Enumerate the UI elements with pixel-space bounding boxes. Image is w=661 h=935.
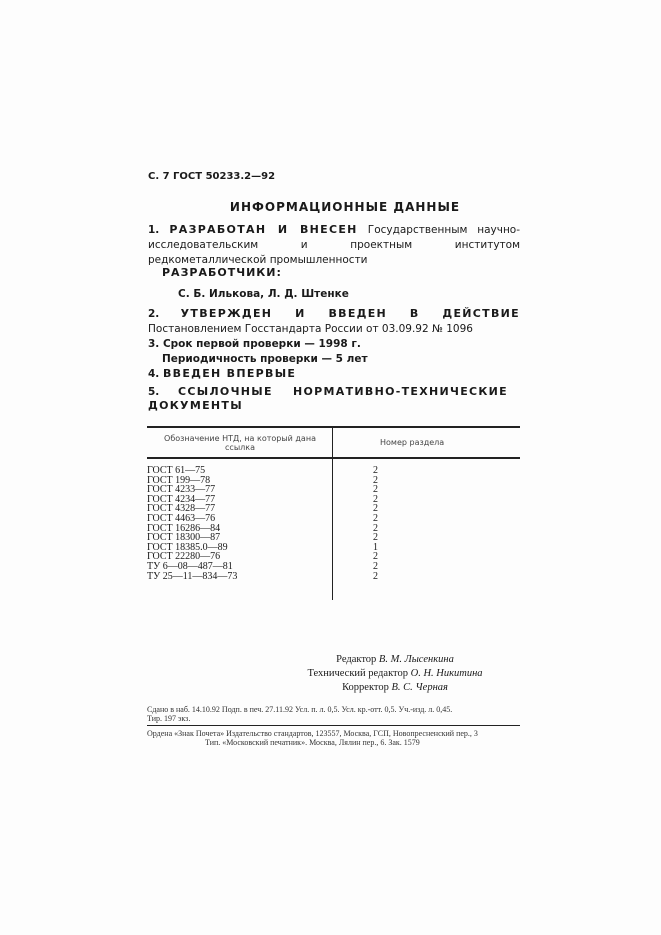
section-number: 2 <box>373 484 378 496</box>
item-heading: РАЗРАБОТАН И ВНЕСЕН <box>169 223 358 236</box>
developers-label: РАЗРАБОТЧИКИ: <box>162 266 282 279</box>
section-number: 2 <box>373 474 378 486</box>
item-5 <box>148 385 508 413</box>
document-code: ГОСТ 4234—77 <box>147 493 216 505</box>
page-header: С. 7 ГОСТ 50233.2—92 <box>148 171 276 182</box>
tech-editor-line <box>0 668 661 679</box>
item-text: Периодичность проверки — 5 лет <box>162 353 368 365</box>
table-row <box>147 572 387 582</box>
imprint-line: Тип. «Московский печатник». Москва, Лялин пер., 6. Зак. 1579 <box>205 738 420 747</box>
item-heading: ВВЕДЕН ВПЕРВЫЕ <box>162 367 297 380</box>
section-number: 2 <box>373 465 378 476</box>
section-number: 2 <box>373 503 378 515</box>
editor-line <box>0 654 661 665</box>
item-number: 4. <box>148 368 160 380</box>
document-code: ГОСТ 18385.0—89 <box>147 541 228 553</box>
section-number: 2 <box>373 532 378 544</box>
role: Редактор <box>336 654 377 665</box>
name: В. С. Черная <box>391 682 448 693</box>
item-number: 2. <box>148 308 160 320</box>
section-title: ИНФОРМАЦИОННЫЕ ДАННЫЕ <box>229 200 461 214</box>
document-code: ГОСТ 61—75 <box>147 465 206 476</box>
document-code: ГОСТ 18300—87 <box>147 532 221 544</box>
imprint-line: Сдано в наб. 14.10.92 Подп. в печ. 27.11.92 Усл. п. л. 0,5. Усл. кр.-отт. 0,5. Уч.-изд. л. 0,45. <box>147 705 453 714</box>
imprint-line: Ордена «Знак Почета» Издательство стандартов, 123557, Москва, ГСП, Новопресненский пер., 3 <box>147 729 478 738</box>
item-number: 3. <box>148 338 160 350</box>
section-number: 2 <box>373 561 378 572</box>
item-heading: ССЫЛОЧНЫЕ НОРМАТИВНО-ТЕХНИЧЕСКИЕ ДОКУМЕНТЫ <box>148 385 508 412</box>
document-code: ТУ 25—11—834—73 <box>147 570 238 582</box>
document-code: ТУ 6—08—487—81 <box>147 561 233 572</box>
column-header-section: Номер раздела <box>380 438 445 447</box>
table-header-rule <box>147 457 520 459</box>
section-number: 2 <box>373 522 378 534</box>
item-number: 1. <box>148 224 160 236</box>
section-number: 2 <box>373 551 378 563</box>
column-header-document: Обозначение НТД, на который дана ссылка <box>164 434 316 452</box>
document-code: ГОСТ 22280—76 <box>147 551 221 563</box>
imprint-line: Тир. 197 экз. <box>147 714 191 723</box>
document-code: ГОСТ 4233—77 <box>147 484 216 496</box>
corrector-line <box>0 682 661 693</box>
table-top-rule <box>147 426 520 428</box>
item-3 <box>148 337 520 367</box>
item-text: Срок первой проверки — 1998 г. <box>162 338 361 350</box>
document-code: ГОСТ 16286—84 <box>147 522 221 534</box>
name: В. М. Лысенкина <box>378 654 454 665</box>
section-number: 2 <box>373 570 378 582</box>
item-2 <box>148 306 520 337</box>
name: О. Н. Никитина <box>410 668 483 679</box>
item-number: 5. <box>148 386 160 398</box>
role: Технический редактор <box>307 668 408 679</box>
item-1 <box>148 222 520 268</box>
item-4 <box>148 366 520 382</box>
item-heading: УТВЕРЖДЕН И ВВЕДЕН В ДЕЙСТВИЕ <box>180 307 520 320</box>
imprint-rule <box>147 725 520 726</box>
role: Корректор <box>342 682 389 693</box>
section-number: 2 <box>373 513 378 524</box>
document-code: ГОСТ 199—78 <box>147 474 211 486</box>
section-number: 2 <box>373 493 378 505</box>
section-number: 1 <box>373 541 378 553</box>
developers: С. Б. Илькова, Л. Д. Штенке <box>178 288 349 300</box>
document-code: ГОСТ 4328—77 <box>147 503 216 515</box>
document-code: ГОСТ 4463—76 <box>147 513 216 524</box>
item-text: Государственным научно-исследовательским и проектным институтом редкометаллической промышленности <box>148 224 521 266</box>
item-text: Постановлением Госстандарта России от 03.09.92 № 1096 <box>148 323 473 335</box>
